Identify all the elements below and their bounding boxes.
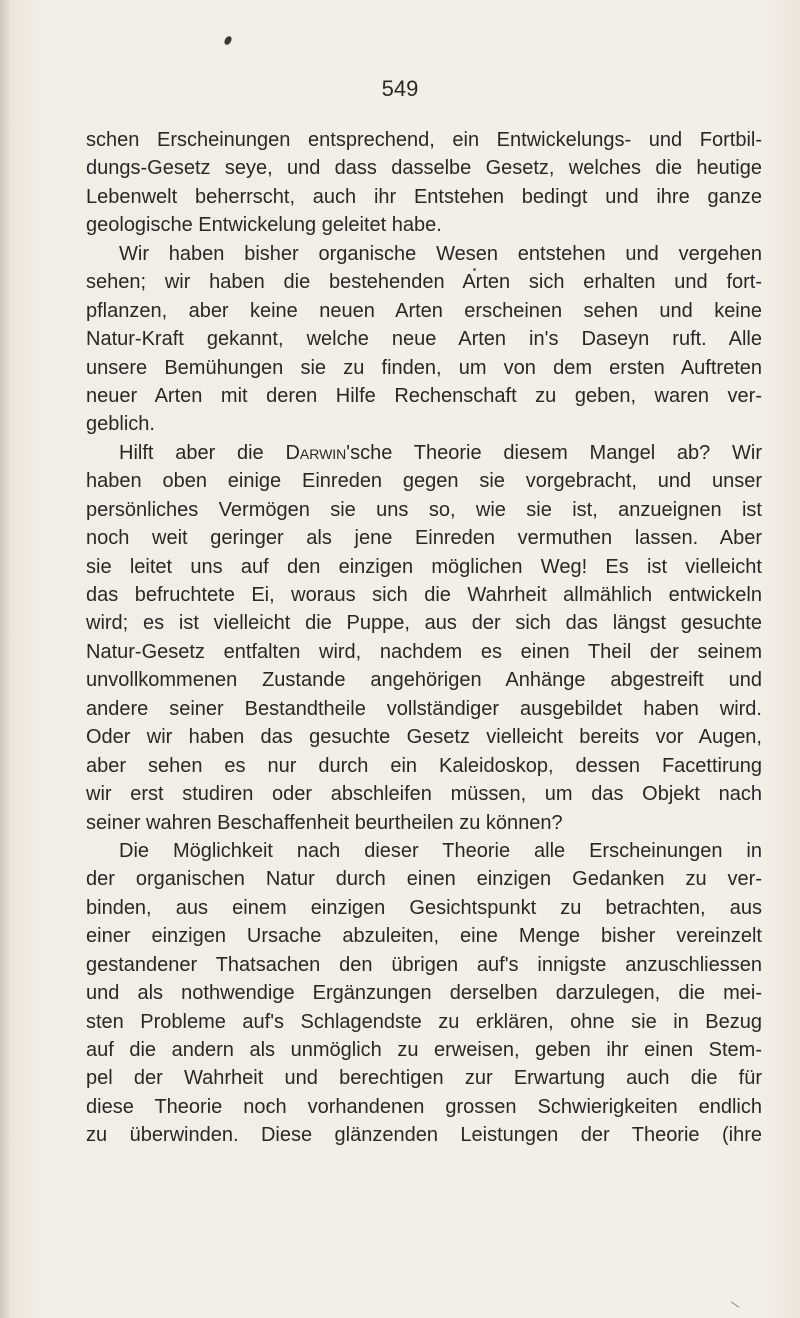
text-line: sten Probleme auf's Schlagendste zu erklären, ohne sie in Bezug (86, 1010, 762, 1033)
text-line: Hilft aber die Darwin'sche Theorie diesem Mangel ab? Wir (119, 441, 762, 464)
text-line: haben oben einige Einreden gegen sie vorgebracht, und unser (86, 470, 762, 493)
text-line: das befruchtete Ei, woraus sich die Wahrheit allmählich entwickeln (86, 584, 762, 606)
text-line: sie leitet uns auf den einzigen möglichen Weg! Es ist vielleicht (86, 555, 762, 578)
text-line: sehen; wir haben die bestehenden Arten sich erhalten und fort- (86, 271, 762, 294)
text-line: einer einzigen Ursache abzuleiten, eine Menge bisher vereinzelt (86, 925, 762, 948)
text-line: Die Möglichkeit nach dieser Theorie alle Erscheinungen in (119, 839, 762, 862)
text-line: auf die andern als unmöglich zu erweisen, geben ihr einen Stem- (86, 1039, 762, 1061)
text-line: seiner wahren Beschaffenheit beurtheilen zu können? (86, 811, 563, 834)
text-line: unsere Bemühungen sie zu finden, um von dem ersten Auftreten (86, 356, 762, 379)
text-line: Lebenwelt beherrscht, auch ihr Entstehen bedingt und ihre ganze (86, 185, 762, 208)
text-line: wird; es ist vielleicht die Puppe, aus der sich das längst gesuchte (86, 612, 762, 635)
ink-blot (223, 35, 232, 46)
text-line: diese Theorie noch vorhandenen grossen Schwierigkeiten endlich (86, 1095, 762, 1118)
binding-shadow (0, 0, 10, 1318)
text-line: persönliches Vermögen sie uns so, wie sie ist, anzueignen ist (86, 498, 762, 521)
text-line: geologische Entwickelung geleitet habe. (86, 214, 442, 237)
text-line: wir erst studiren oder abschleifen müssen, um das Objekt nach (86, 783, 762, 806)
text-line: noch weit geringer als jene Einreden vermuthen lassen. Aber (86, 527, 762, 550)
text-line: Natur-Kraft gekannt, welche neue Arten in's Daseyn ruft. Alle (86, 328, 762, 351)
body-text (86, 126, 762, 1150)
text-line: neuer Arten mit deren Hilfe Rechenschaft zu geben, waren ver- (86, 384, 762, 407)
text-line: Wir haben bisher organische Wesen entstehen und vergehen (119, 242, 762, 265)
page-number: 549 (381, 76, 419, 101)
text-line: gestandener Thatsachen den übrigen auf's innigste anzuschliessen (86, 953, 762, 976)
text-line: binden, aus einem einzigen Gesichtspunkt zu betrachten, aus (86, 896, 762, 919)
text-line: pel der Wahrheit und berechtigen zur Erwartung auch die für (86, 1067, 762, 1090)
text-line: schen Erscheinungen entsprechend, ein Entwickelungs- und Fortbil- (86, 129, 762, 151)
text-line: dungs-Gesetz seye, und dass dasselbe Gesetz, welches die heutige (86, 157, 762, 180)
text-line: der organischen Natur durch einen einzigen Gedanken zu ver- (86, 868, 762, 891)
text-line: andere seiner Bestandtheile vollständiger ausgebildet haben wird. (86, 697, 762, 720)
text-line: geblich. (86, 413, 155, 436)
text-line: und als nothwendige Ergänzungen derselben darzulegen, die mei- (86, 982, 762, 1005)
text-line: pflanzen, aber keine neuen Arten erscheinen sehen und keine (86, 299, 762, 322)
text-line: Oder wir haben das gesuchte Gesetz vielleicht bereits vor Augen, (86, 726, 762, 749)
text-line: zu überwinden. Diese glänzenden Leistungen der Theorie (ihre (86, 1124, 762, 1147)
text-line: unvollkommenen Zustande angehörigen Anhänge abgestreift und (86, 669, 762, 692)
author-name: Darwin (285, 441, 347, 464)
text-line: aber sehen es nur durch ein Kaleidoskop, dessen Facettirung (86, 754, 762, 777)
text-line: Natur-Gesetz entfalten wird, nachdem es einen Theil der seinem (86, 640, 762, 663)
paper-mark (731, 1301, 740, 1308)
